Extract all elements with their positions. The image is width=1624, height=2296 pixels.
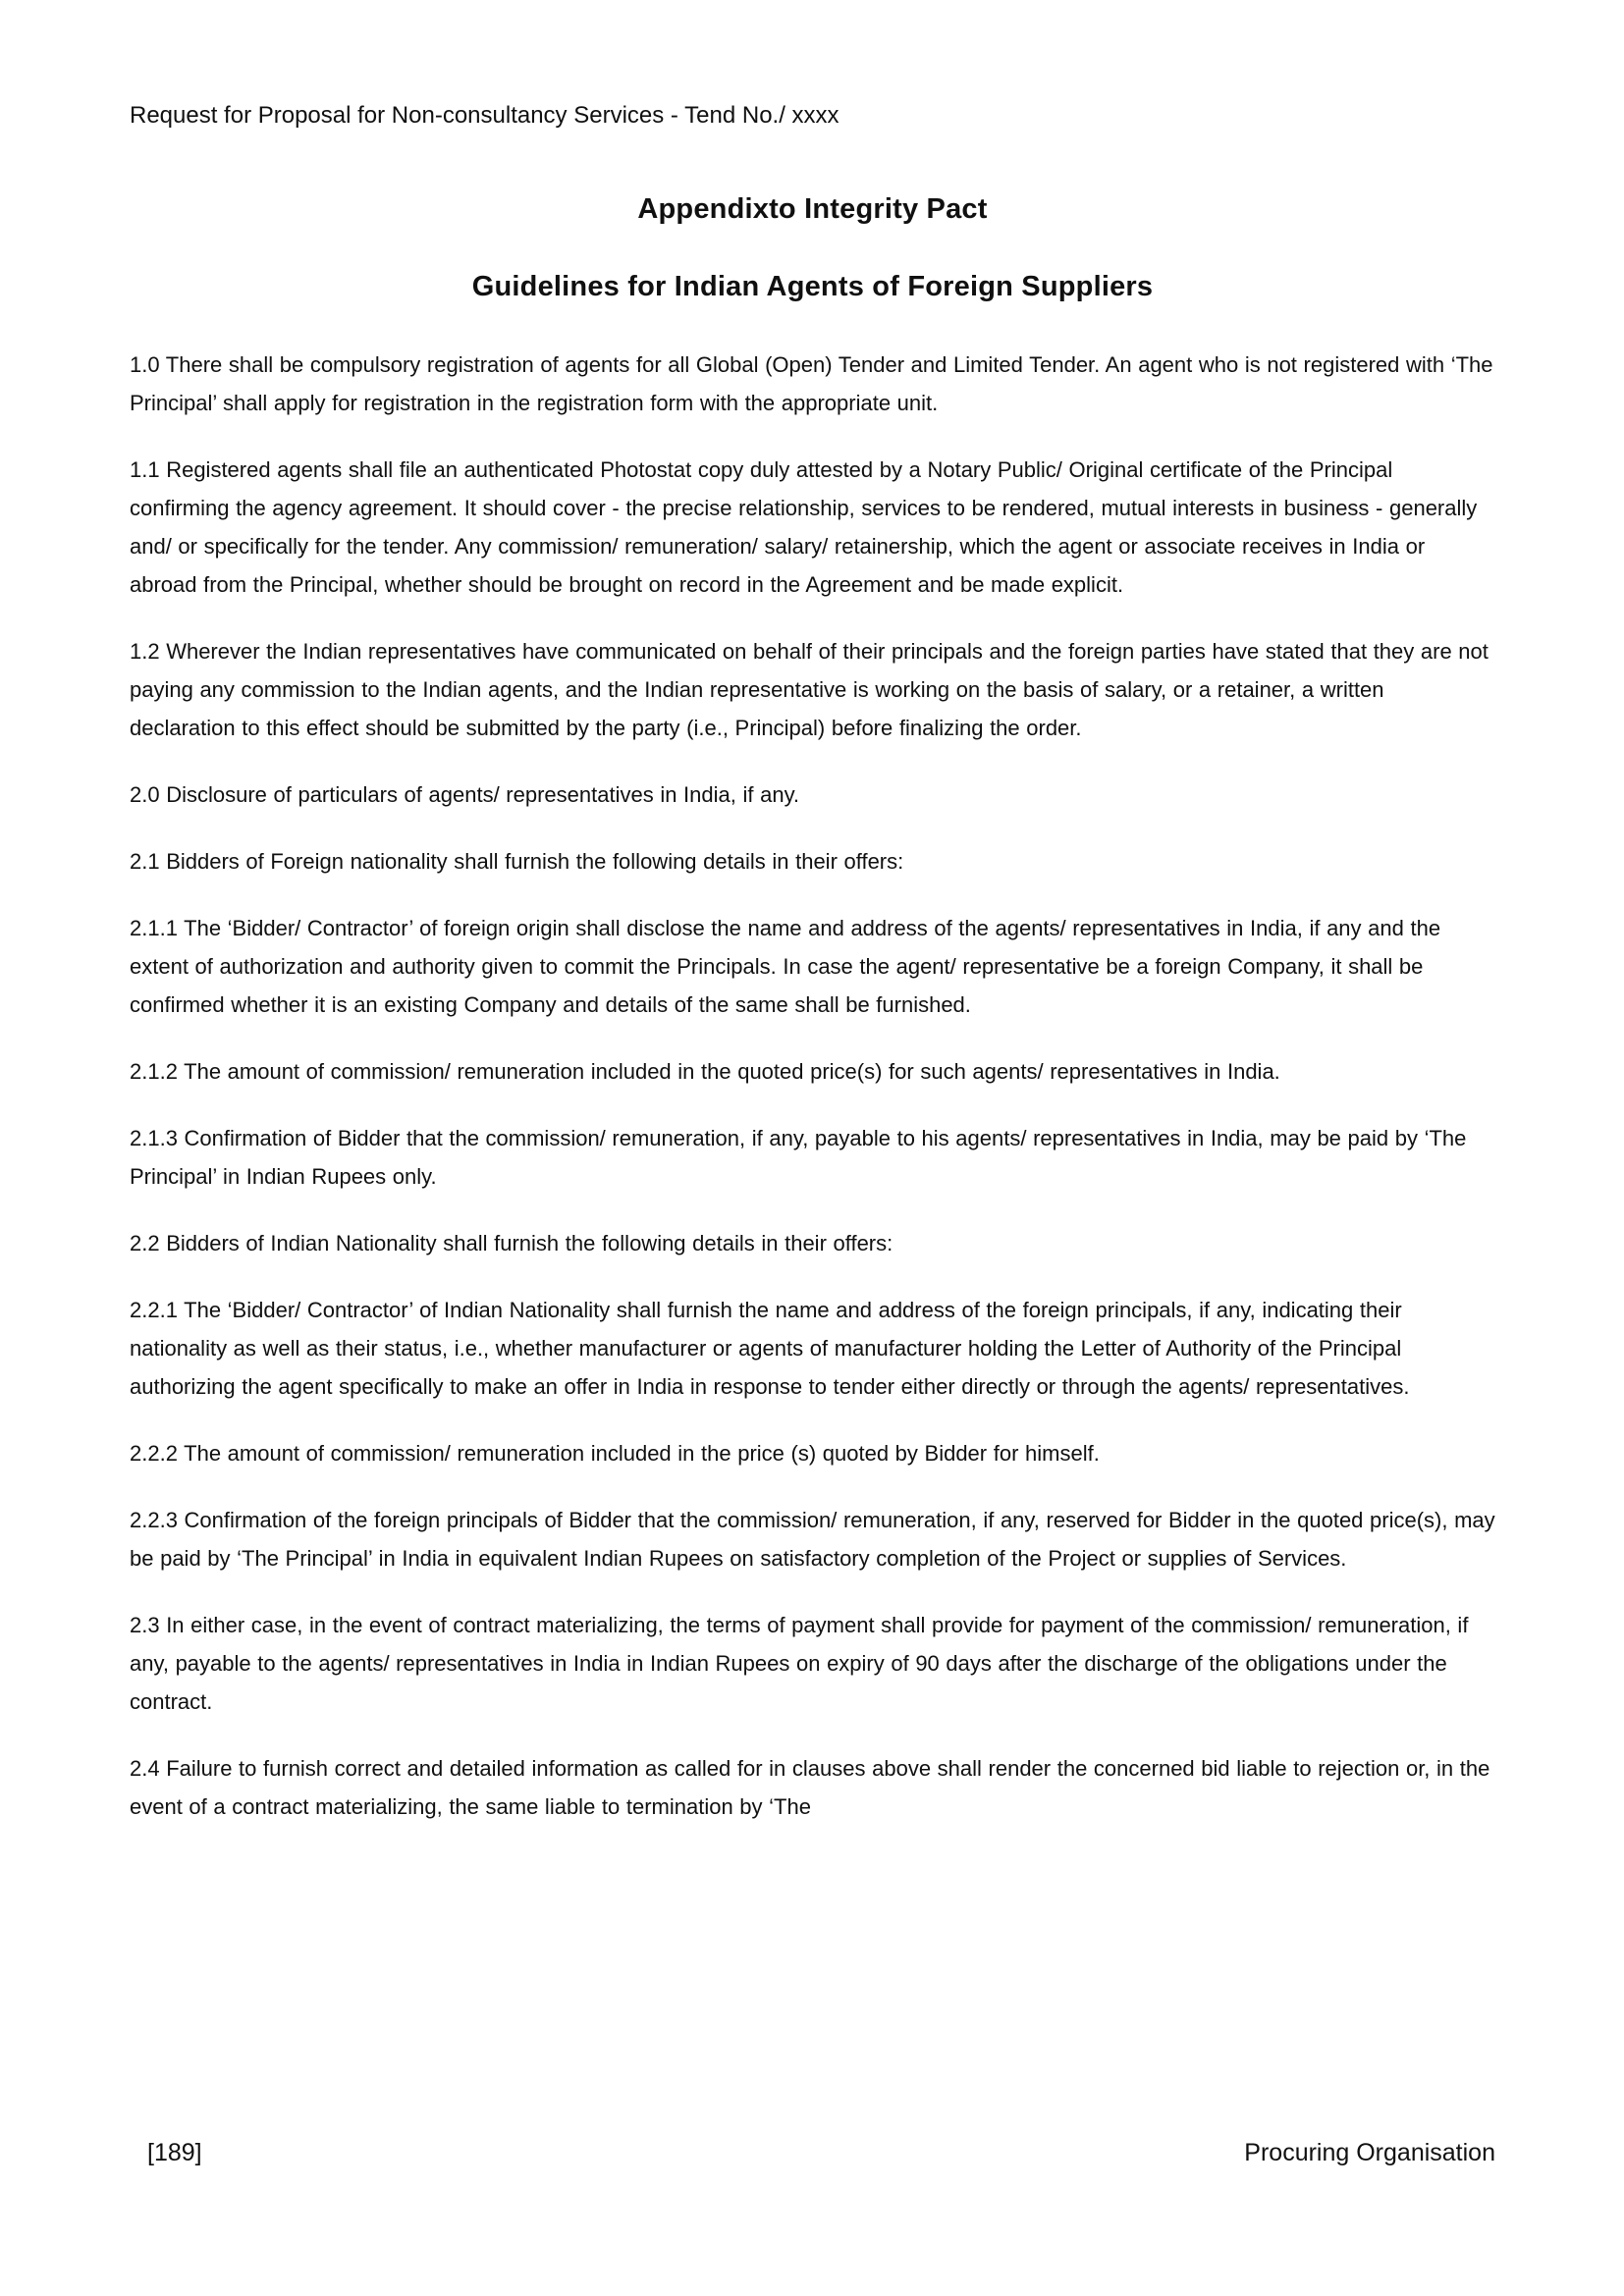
- paragraph-2-1: 2.1 Bidders of Foreign nationality shall furnish the following details in their offers:: [130, 849, 904, 874]
- appendix-title: Appendixto Integrity Pact: [637, 193, 988, 225]
- page-header: [130, 101, 1495, 130]
- paragraph-1-1: 1.1 Registered agents shall file an authenticated Photostat copy duly attested by a Notary Public/ Original certificate of the Principal confirming the agency agreement. It should cover - the precise relationship, services to be rendered, mutual interests in business - generally and/ or specifically for the tender. Any commission/ remuneration/ salary/ retainership, which the agent or associate receives in India or abroad from the Principal, whether should be brought on record in the Agreement and be made explicit.: [130, 457, 1478, 597]
- document-body: [130, 346, 1495, 1826]
- paragraph-2-3: 2.3 In either case, in the event of contract materializing, the terms of payment shall provide for payment of the commission/ remuneration, if any, payable to the agents/ representatives in India in Indian Rupees on expiry of 90 days after the discharge of the obligations under the contract.: [130, 1613, 1469, 1714]
- paragraph-2-1-3: 2.1.3 Confirmation of Bidder that the commission/ remuneration, if any, payable to his agents/ representatives in India, may be paid by ‘The Principal’ in Indian Rupees only.: [130, 1126, 1467, 1189]
- paragraph-1-2: 1.2 Wherever the Indian representatives have communicated on behalf of their principals and the foreign parties have stated that they are not paying any commission to the Indian agents, and the Indian representative is working on the basis of salary, or a retainer, a written declaration to this effect should be submitted by the party (i.e., Principal) before finalizing the order.: [130, 639, 1489, 740]
- footer-organisation: Procuring Organisation: [1244, 2139, 1495, 2166]
- paragraph-2-2-2: 2.2.2 The amount of commission/ remuneration included in the price (s) quoted by Bidder for himself.: [130, 1441, 1100, 1466]
- paragraph-2-1-1: 2.1.1 The ‘Bidder/ Contractor’ of foreign origin shall disclose the name and address of the agents/ representatives in India, if any and the extent of authorization and authority given to commit the Principals. In case the agent/ representative be a foreign Company, it shall be confirmed whether it is an existing Company and details of the same shall be furnished.: [130, 916, 1441, 1017]
- page-footer: [130, 2138, 1495, 2167]
- paragraph-2-4: 2.4 Failure to furnish correct and detailed information as called for in clauses above shall render the concerned bid liable to rejection or, in the event of a contract materializing, the same liable to termination by ‘The: [130, 1756, 1490, 1819]
- paragraph-2-1-2: 2.1.2 The amount of commission/ remuneration included in the quoted price(s) for such agents/ representatives in India.: [130, 1059, 1280, 1084]
- paragraph-1-0: 1.0 There shall be compulsory registration of agents for all Global (Open) Tender and Limited Tender. An agent who is not registered with ‘The Principal’ shall apply for registration in the registration form with the appropriate unit.: [130, 352, 1493, 415]
- header-text: Request for Proposal for Non-consultancy Services - Tend No./ xxxx: [130, 102, 839, 129]
- paragraph-2-2-1: 2.2.1 The ‘Bidder/ Contractor’ of Indian Nationality shall furnish the name and address of the foreign principals, if any, indicating their nationality as well as their status, i.e., whether manufacturer or agents of manufacturer holding the Letter of Authority of the Principal authorizing the agent specifically to make an offer in India in response to tender either directly or through the agents/ representatives.: [130, 1298, 1410, 1399]
- paragraph-2-2-3: 2.2.3 Confirmation of the foreign principals of Bidder that the commission/ remuneration, if any, reserved for Bidder in the quoted price(s), may be paid by ‘The Principal’ in India in equivalent Indian Rupees on satisfactory completion of the Project or supplies of Services.: [130, 1508, 1495, 1571]
- paragraph-2-0: 2.0 Disclosure of particulars of agents/ representatives in India, if any.: [130, 782, 800, 807]
- guidelines-title: Guidelines for Indian Agents of Foreign Suppliers: [471, 271, 1154, 302]
- page-number: [189]: [147, 2139, 202, 2166]
- paragraph-2-2: 2.2 Bidders of Indian Nationality shall furnish the following details in their offers:: [130, 1231, 893, 1255]
